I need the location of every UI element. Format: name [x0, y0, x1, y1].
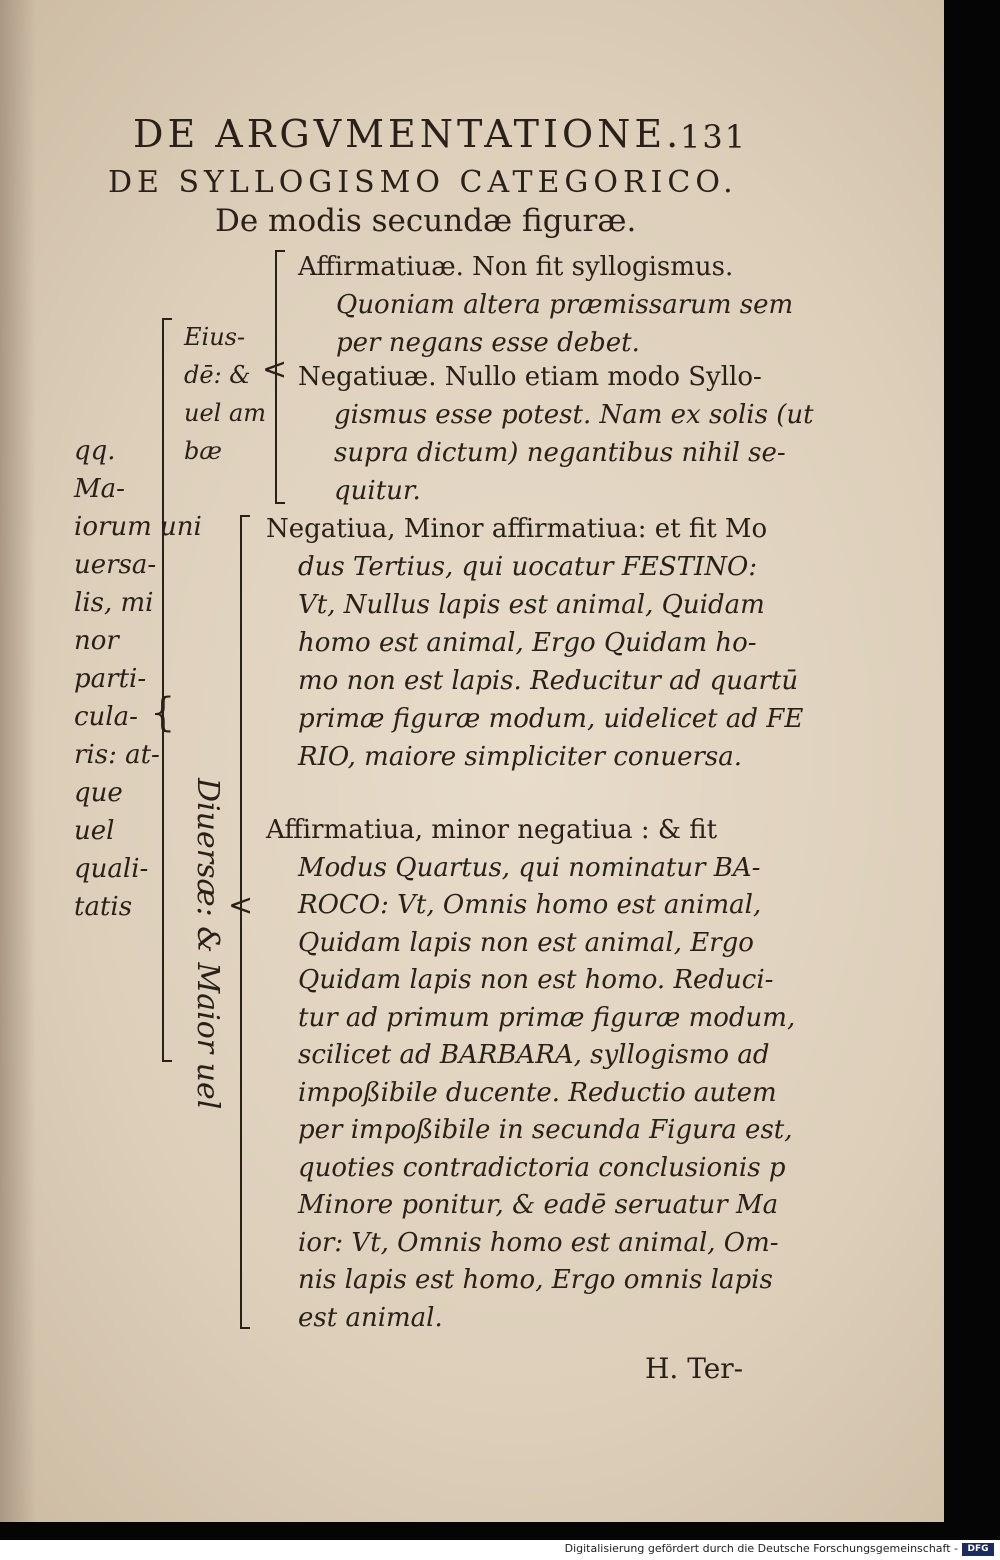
text-line: Quoniam altera præmissarum sem	[336, 290, 794, 320]
running-title: DE ARGVMENTATIONE.	[133, 112, 683, 156]
margin-note-eiusdem	[184, 318, 266, 470]
catchword: H. Ter-	[645, 1352, 744, 1385]
margin-line: tatis	[74, 892, 133, 922]
margin-note-outer	[74, 432, 202, 926]
text-line: est animal.	[298, 1302, 443, 1333]
text-line: Quidam lapis non est homo. Reduci-	[298, 965, 774, 995]
text-line: dus Tertius, qui uocatur FESTINO:	[298, 552, 758, 582]
block-festino	[266, 510, 803, 776]
margin-line: ris: at-	[74, 740, 160, 770]
dfg-logo-icon: DFG	[962, 1543, 994, 1556]
margin-line: lis, mi	[74, 588, 154, 618]
margin-line: nor	[74, 626, 119, 656]
text-line: Affirmatiua, minor negatiua : & fit	[266, 815, 718, 845]
gutter-shadow	[0, 0, 36, 1522]
text-line: RIO, maiore simpliciter conuersa.	[298, 742, 742, 772]
block-affirmatiuae	[298, 248, 793, 362]
margin-line: uel	[74, 816, 115, 846]
margin-line: parti-	[74, 664, 147, 694]
page-number: 131	[680, 118, 748, 156]
text-line: per negans esse debet.	[336, 328, 640, 358]
margin-line: Ma-	[74, 474, 125, 504]
brace-outer-icon: {	[150, 690, 176, 736]
margin-line: que	[74, 778, 123, 808]
text-line: quitur.	[334, 476, 421, 506]
text-line: supra dictum) negantibus nihil se-	[334, 438, 786, 468]
text-line: Quidam lapis non est animal, Ergo	[298, 927, 754, 958]
text-line: per impoßibile in secunda Figura est,	[298, 1115, 793, 1145]
text-line: mo non est lapis. Reducitur ad quartū	[298, 666, 799, 696]
text-line: Minore ponitur, & eadē seruatur Ma	[298, 1190, 779, 1220]
margin-line: iorum uni	[74, 512, 202, 542]
text-line: tur ad primum primæ figuræ modum,	[298, 1002, 796, 1033]
brace-inner-icon: <	[262, 352, 288, 387]
text-line: Vt, Nullus lapis est animal, Quidam	[298, 590, 765, 620]
margin-line: uel am	[184, 399, 267, 427]
margin-line: Eius-	[184, 323, 246, 351]
text-line: Negatiua, Minor affirmatiua: et fit Mo	[266, 514, 768, 544]
text-line: ROCO: Vt, Omnis homo est animal,	[298, 890, 762, 920]
text-line: ior: Vt, Omnis homo est animal, Om-	[298, 1227, 779, 1258]
block-negatiuae	[298, 358, 814, 510]
text-line: nis lapis est homo, Ergo omnis lapis	[298, 1265, 773, 1295]
brace-diuersae-icon: <	[228, 888, 254, 923]
footer-credit: Digitalisierung gefördert durch die Deutsche Forschungsgemeinschaft -	[564, 1542, 958, 1555]
margin-line: qq.	[74, 436, 116, 466]
subtitle: De modis secundæ figuræ.	[215, 203, 637, 239]
text-line: Modus Quartus, qui nominatur BA-	[298, 852, 761, 883]
text-line: scilicet ad BARBARA, syllogismo ad	[298, 1040, 770, 1070]
text-line: gismus esse potest. Nam ex solis (ut	[334, 400, 814, 430]
margin-line: uersa-	[74, 550, 157, 580]
text-line: homo est animal, Ergo Quidam ho-	[298, 628, 757, 658]
margin-line: cula-	[74, 702, 138, 732]
text-line: Affirmatiuæ. Non fit syllogismus.	[298, 252, 734, 282]
margin-line: bæ	[184, 437, 222, 465]
digitization-footer	[0, 1540, 1000, 1560]
text-line: primæ figuræ modum, uidelicet ad FE	[298, 704, 804, 734]
margin-note-diuersae: Diuersæ: & Maior uel	[190, 778, 225, 1110]
block-baroco	[266, 812, 795, 1337]
text-line: impoßibile ducente. Reductio autem	[298, 1077, 777, 1108]
text-line: quoties contradictoria conclusionis p	[298, 1152, 786, 1183]
margin-line: quali-	[74, 854, 149, 884]
text-line: Negatiuæ. Nullo etiam modo Syllo-	[298, 362, 762, 392]
section-title: DE SYLLOGISMO CATEGORICO.	[108, 165, 738, 200]
margin-line: dē: &	[184, 361, 251, 389]
